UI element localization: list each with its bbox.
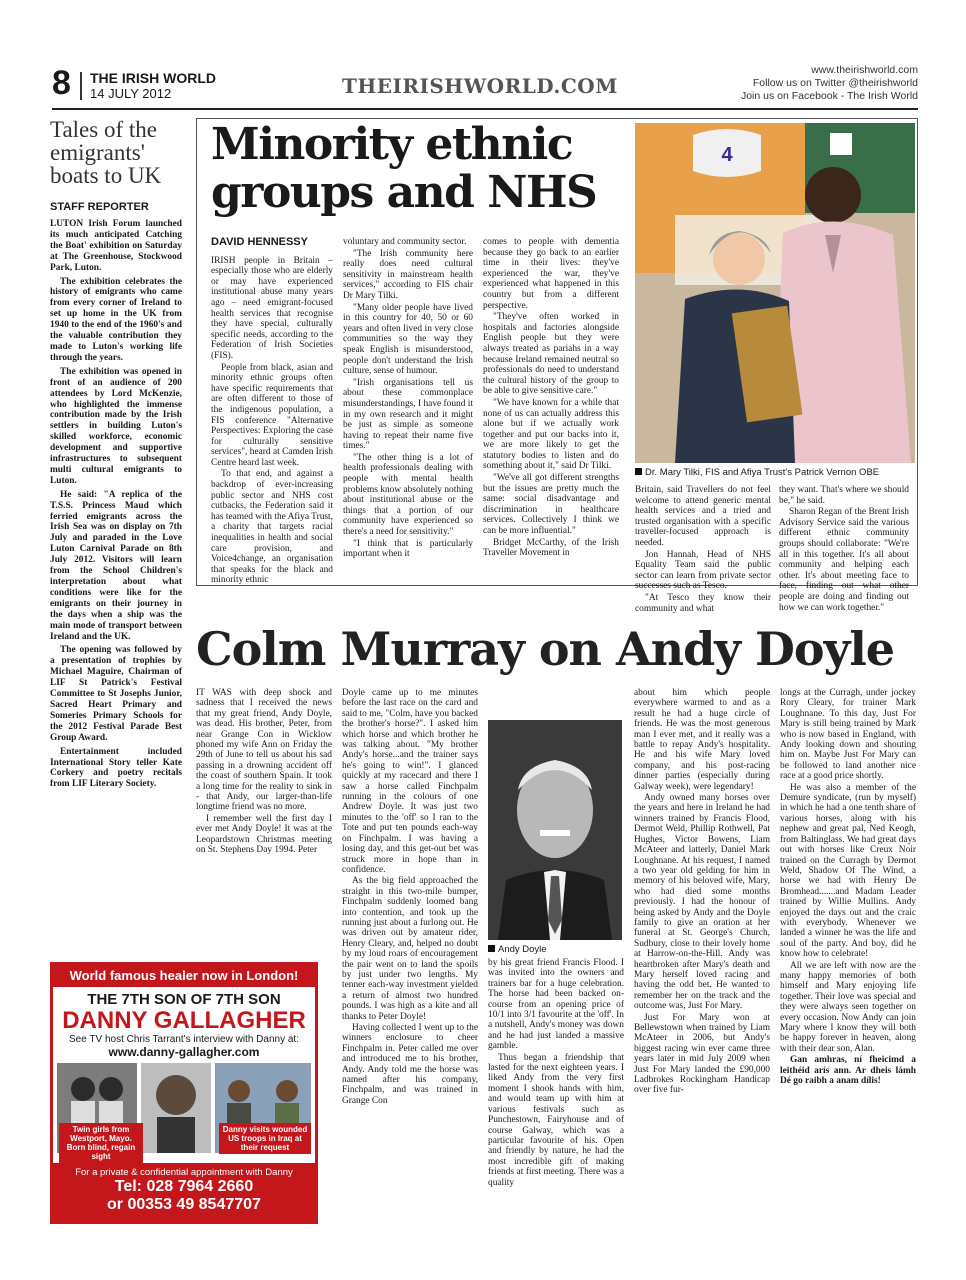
paragraph: All we are left with now are the many happy memories of both himself and Mary enjoying life together. Their love was special and they were always seen together on every occasion. Now Andy can join Mary where I know they will both be happy forever in heaven, along with their dear son, Alan. <box>780 960 916 1054</box>
ad-phone-uk[interactable]: Tel: 028 7964 2660 <box>114 1178 254 1195</box>
paragraph: "We have known for a while that none of us can actually address this alone but if we actually work together and put our backs into it, we are more likely to get the statutory bodies to listen and do something about it," said Dr Tilki. <box>483 397 619 472</box>
tales-body <box>50 219 182 790</box>
social-links <box>741 64 918 103</box>
ad-banner: World famous healer now in London! <box>53 965 315 987</box>
twitter-link[interactable]: Follow us on Twitter @theirishworld <box>752 77 918 89</box>
paragraph: "The Irish community here really does need cultural sensitivity in mainstream health services," according to FIS chair Dr Mary Tilki. <box>343 248 473 301</box>
paragraph: "The other thing is a lot of health professionals dealing with people with mental health problems know absolutely nothing about institutional abuse or the things that a portion of our community have experienced so there's a need for sensitivity." <box>343 452 473 538</box>
paragraph: Entertainment included International Story teller Kate Corkery and poetry recitals from LIF Literary Society. <box>50 746 182 790</box>
colm-column-5 <box>780 688 916 1087</box>
tilki-vernon-photo <box>635 123 915 463</box>
colm-column-3 <box>488 958 624 1189</box>
ethnic-byline: DAVID HENNESSY <box>211 236 308 248</box>
paragraph: IRISH people in Britain – especially those who are elderly or may have experienced institutional abuse many years ago – need emigrant-focused health services that recognise they have special, culturally specific needs, according to the Federation of Irish Societies (FIS). <box>211 255 333 361</box>
paragraph: "They've often worked in hospitals and factories alongside English people but they were always treated as pariahs in a way because Ireland remained neutral so professionals do need to understand the cultural history of the group to be able to give sensitive care." <box>483 312 619 397</box>
tales-article <box>50 118 182 948</box>
paragraph: by his great friend Francis Flood. I was invited into the owners and trainers bar for a huge celebration. The horse had been backed on-course from an opening price of 10/1 into 3/1 favourite at the 'off'. In a nutshell, Andy's money was down and he had just landed a massive gamble. <box>488 958 624 1052</box>
paragraph: comes to people with dementia because they go back to an earlier time in their lives: they've experienced the war, they've experienced what happened in this country but from a different perspective. <box>483 237 619 311</box>
ad-caption-troops: Danny visits wounded US troops in Iraq at their request <box>219 1123 311 1154</box>
paragraph: "At Tesco they know their community and what <box>635 592 771 614</box>
ethnic-column-5 <box>779 485 909 614</box>
paragraph: "Many older people have lived in this country for 40, 50 or 60 years and often lived in very close communities so the way they speak English is misunderstood, people don't understand the Irish culture, sense of humour. <box>343 302 473 377</box>
paragraph: The opening was followed by a presentation of trophies by Michael Maguire, Chairman of LIF St Patrick's Festival Committee to St Josephs Junior, Sacred Heart Primary and Someries Primary Schools for the 2012 Festival Parade Best Group Award. <box>50 645 182 743</box>
ethnic-column-1 <box>211 237 333 587</box>
masthead-divider <box>80 72 82 100</box>
andy-photo-caption: Andy Doyle <box>488 944 547 955</box>
paragraph: "I think that is particularly important when it <box>343 538 473 560</box>
tales-headline: Tales of the emigrants' boats to UK <box>50 117 162 188</box>
ad-website[interactable]: www.danny-gallagher.com <box>108 1045 260 1059</box>
paragraph: I remember well the first day I ever met Andy Doyle! It was at the Leopardstown Christmas meeting on St. Stephens Day 1994. Peter <box>196 813 332 856</box>
paragraph: longs at the Curragh, under jockey Rory Cleary, for trainer Mark Loughnane. To this day, Just For Mary is still being trained by Mark who is now based in England, with Andy looking down and shouting him on. Maybe Just For Mary can be followed to land another nice race at a good price shortly. <box>780 688 916 782</box>
ethnic-column-3 <box>483 237 619 560</box>
colm-column-2 <box>342 688 478 1107</box>
svg-text:4: 4 <box>721 144 733 166</box>
photo-illustration <box>635 123 915 463</box>
colm-sign-off: Gan amhras, ní fheicimd a leithéid arís ann. Ar dheis lámh Dé go raibh a anam dílis! <box>780 1055 916 1087</box>
caption-marker <box>488 945 495 952</box>
site-name: THEIRISHWORLD.COM <box>342 74 618 98</box>
paragraph: Doyle came up to me minutes before the last race on the card and said to me, "Colm, have you backed the brother's horse?". I asked him which horse and which brother he was talking about. "My brother Andy's horse...and the trainer says he's going to win!". I glanced quickly at my racecard and there I saw a horse called Finchpalm running in the colours of one Andrew Doyle. It was just two minutes to the 'off' so I ran to the Tote and put ten pounds each-way on Finchpalm. I was having a losing day, and this get-out bet was struck more in hope than in confidence. <box>342 688 478 875</box>
facebook-link[interactable]: Join us on Facebook - The Irish World <box>740 90 918 102</box>
paragraph: He said: "A replica of the T.S.S. Princess Maud which ferried emigrants across the Irish Sea was on display on 7th July and paraded in the Love Luton Carnival Parade on 8th July 2012. Visitors will learn from the School Children's interpretation about what conditions were like for the emigrants on their journey in the days when a ship was the main mode of transport between Ireland and the UK. <box>50 489 182 642</box>
paragraph: As the big field approached the straight in this two-mile bumper, Finchpalm suddenly loomed bang into contention, and took up the running just about a furlong out. He was driven out by amateur rider, Henry Cleary, and, helped no doubt by my loud roars of encouragement the pair went on to land the spoils by just under two lengths. My tenner each-way investment yielded a return of almost two hundred pounds. I was high as a kite and all thanks to Peter Doyle! <box>342 876 478 1022</box>
issue-date: 14 JULY 2012 <box>90 86 172 101</box>
paragraph: To that end, and against a backdrop of ever-increasing public sector and NHS cost cutbacks, the Federation said it has teamed with the Afiya Trust, a charity that targets racial inequalities in health and social care provision, and Voice4change, an organisation that speaks for the black and minority ethnic <box>211 469 333 586</box>
paragraph: Britain, said Travellers do not feel welcome to attend generic mental health services and a tried and trusted organisation with a specific traveller-focused approach is needed. <box>635 485 771 548</box>
paragraph: The exhibition was opened in front of an audience of 200 attendees by Lord McKenzie, who highlighted the immense contribution made by the Irish settlers in building Luton's skilled workforce, economic development and supportive infrastructures to subsequent multi cultural emigrants to Luton. <box>50 366 182 486</box>
colm-column-4 <box>634 688 770 1097</box>
paragraph: Jon Hannah, Head of NHS Equality Team said the public sector can learn from private sector successes such as Tesco. <box>635 549 771 592</box>
paragraph: IT WAS with deep shock and sadness that I received the news that my great friend, Andy Doyle, was dead. His brother, Peter, from near Grange Con in Wicklow phoned my wife Ann on Friday the 29th of June to tell us about his sad passing in a drowning accident off the coast of southern Spain. It took a long time for the reality to sink in - that Andy, our larger-than-life longtime friend was no more. <box>196 688 332 813</box>
paragraph: People from black, asian and minority ethnic groups often have specific requirements that are often different to those of the indigenous population, a FIS conference "Alternative Perspectives: Exploring the case for culturally sensitive services", heard at Camden Irish Centre heard last week. <box>211 362 333 468</box>
website-link[interactable]: www.theirishworld.com <box>811 64 918 76</box>
paragraph: "We've all got different strengths but the issues are pretty much the same: social disadvantage and discrimination in healthcare services. Collectively I think we can be more influential." <box>483 473 619 537</box>
paragraph: "Irish organisations tell us about these commonplace misunderstandings, I have found it in my own research and it might be just as simple as someone having to repeat their name five times." <box>343 377 473 452</box>
caption-marker <box>635 468 642 475</box>
masthead <box>52 64 918 104</box>
paragraph: Thus began a friendship that lasted for the next eighteen years. I liked Andy from the very first moment I shook hands with him, and would team up with him at various festivals such as Punchestown, Fairyhouse and of course Galway, which was a particular favourite of his. Open and friendly by nature, he had the most incredible gift of making friends at first meeting. There was a quality <box>488 1052 624 1188</box>
paragraph: Bridget McCarthy, of the Irish Traveller Movement in <box>483 537 619 559</box>
paragraph: they want. That's where we should be," he said. <box>779 485 909 506</box>
paragraph: Sharon Regan of the Brent Irish Advisory Service said the various different ethnic community groups should collaborate: "We're all in this together. It's all about community and helping each other. It's about meeting face to face, finding out what other people are doing and finding out how we can work together." <box>779 507 909 613</box>
photo-illustration <box>488 720 622 940</box>
tales-byline: STAFF REPORTER <box>50 201 149 213</box>
paragraph: voluntary and community sector. <box>343 237 467 247</box>
page-number: 8 <box>52 64 71 102</box>
publication-name: THE IRISH WORLD <box>90 70 216 86</box>
colm-column-1 <box>196 688 332 857</box>
ad-phone-ie[interactable]: or 00353 49 8547707 <box>107 1196 261 1213</box>
paragraph: about him which people everywhere warmed to and as a result he had a huge circle of friends. He was the most generous man I ever met, and it really was a battle to repay Andy's hospitality. He and his wife Mary loved company, and his post-racing dinner parties (especially during Galway week), were legendary! <box>634 688 770 792</box>
paragraph: Andy owned many horses over the years and here in Ireland he had winners trained by Francis Flood, Dermot Weld, Phillip Rothwell, Pat Hughes, Victor Bowens, Liam McAteer and latterly, Daniel Mark Loughnane. At his request, I named a two year old gelding for him in memory of his beloved wife, Mary, who had died some months previously. I had the honour of being asked by Andy and the Doyle family to give an oration at her funeral at St. George's Church, Sudbury, close to their lovely home at Harrow-on-the-Hill. Andy was heartbroken after Mary's death and Mary herself loved racing and having the odd bet. He wanted to remember her on the track and the outcome was, Just For Mary. <box>634 793 770 1012</box>
andy-doyle-photo <box>488 720 622 940</box>
ad-contact <box>53 1163 315 1221</box>
ethnic-article <box>196 118 918 614</box>
ad-tv-note: See TV host Chris Tarrant's interview with Danny at: <box>69 1034 299 1045</box>
ad-appointment-note: For a private & confidential appointment with Danny <box>75 1167 293 1178</box>
ad-photo-strip <box>53 1061 315 1161</box>
paragraph: Just For Mary won at Bellewstown when trained by Liam McAteer in 2006, but Andy's biggest racing win ever came three years later in mid July 2009 when Just For Mary landed the £90,000 Ladbrokes Rockingham Handicap over five fur- <box>634 1012 770 1096</box>
ad-healer-name: DANNY GALLAGHER <box>62 1007 306 1034</box>
ethnic-photo-caption: Dr. Mary Tilki, FIS and Afiya Trust's Patrick Vernon OBE <box>635 467 919 478</box>
healer-advertisement[interactable] <box>50 962 318 1224</box>
paragraph: The exhibition celebrates the history of emigrants who came from every corner of Ireland to set up home in the UK from 1940 to the end of the 1960's and the valuable contribution they made to Luton's working life through the years. <box>50 276 182 363</box>
ethnic-column-2 <box>343 237 473 561</box>
paragraph: He was also a member of the Demure syndicate, (run by myself) in which he had a one tenth share of various horses, along with his nephew and great pal, Ned Keogh, from Baltinglass. We had great days out with horses like Creux Noir trained on the Curragh by Dermot Weld, Shadow Of The Wind, a horse we had with Henry De Bromhead.......and Madam Leader trained by Willie Mullins. Andy enjoyed the days out and the craic with everybody. Whenever we landed a winner he was the life and soul of the party. And boy, did he know how to celebrate! <box>780 782 916 960</box>
ethnic-column-4 <box>635 485 771 615</box>
ad-subtitle: THE 7TH SON OF 7TH SON <box>87 991 281 1008</box>
paragraph: LUTON Irish Forum launched its much anticipated Catching the Boat' exhibition on Saturday at The Greenhouse, Stockwood Park, Luton. <box>50 219 182 273</box>
colm-headline: Colm Murray on Andy Doyle <box>196 622 895 676</box>
ad-caption-twins: Twin girls from Westport, Mayo. Born blind, regain sight <box>59 1123 143 1163</box>
masthead-rule <box>52 108 918 110</box>
paragraph: Having collected I went up to the winners enclosure to cheer Finchpalm in. Peter called me over and introduced me to his brother, Andy. Andy told me the horse was named after his company, Finchpalm, and was trained in Grange Con <box>342 1023 478 1106</box>
ethnic-headline: Minority ethnic groups and NHS <box>211 119 597 218</box>
